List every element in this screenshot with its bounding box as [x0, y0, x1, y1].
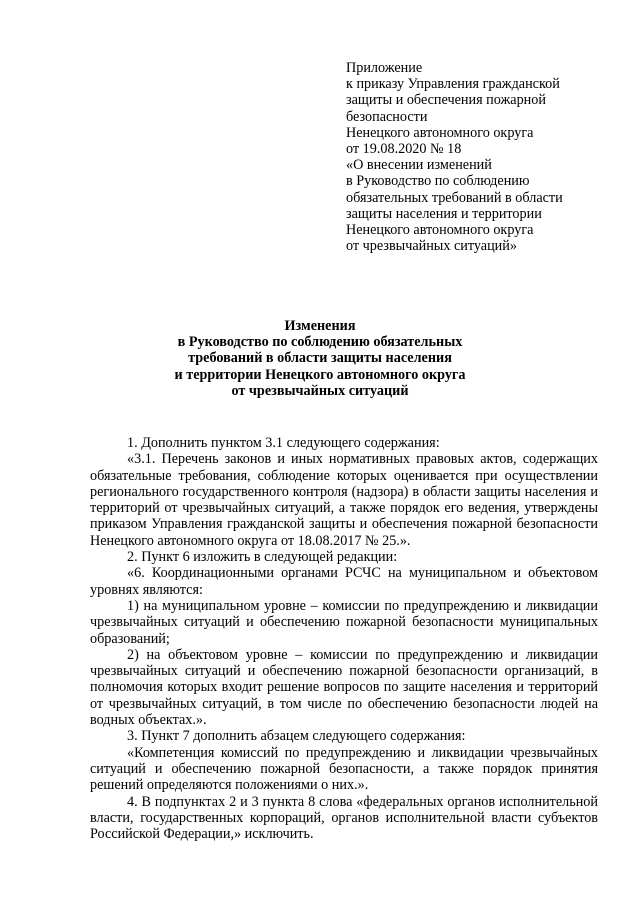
title-line: от чрезвычайных ситуаций [231, 382, 409, 399]
document-body [90, 435, 598, 842]
title-line: требований в области защиты населения [188, 350, 452, 367]
appendix-block [346, 60, 606, 254]
appendix-line: Ненецкого автономного округа [346, 124, 534, 141]
appendix-line: обязательных требований в области [346, 189, 563, 206]
paragraph-item-2: 2. Пункт 6 изложить в следующей редакции: [127, 549, 398, 566]
appendix-line: Приложение [346, 60, 423, 76]
paragraph-item-6-text: «6. Координационными органами РСЧС на муниципальном и объектовом уровнях являются: [90, 565, 598, 598]
appendix-line: от 19.08.2020 № 18 [346, 141, 462, 158]
appendix-line: к приказу Управления гражданской [346, 76, 560, 93]
paragraph-item-4: 4. В подпунктах 2 и 3 пункта 8 слова «федеральных органов исполнительной власти, государственных корпораций, органов исполнительной власти субъектов Российской Федерации,» исключить. [90, 793, 598, 843]
appendix-line: Ненецкого автономного округа [346, 222, 534, 239]
appendix-line: защиты населения и территории [346, 205, 542, 222]
appendix-line: защиты и обеспечения пожарной [346, 92, 546, 109]
paragraph-object-level: 2) на объектовом уровне – комиссии по предупреждению и ликвидации чрезвычайных ситуаций и обеспечению пожарной безопасности организаций, в полномочия которых входит решение вопросов по защите населения и территорий от чрезвычайных ситуаций, в том числе по обеспечению безопасности людей на водных объектах.». [90, 646, 598, 729]
paragraph-item-1: 1. Дополнить пунктом 3.1 следующего содержания: [127, 435, 440, 451]
paragraph-item-3-1-text: «3.1. Перечень законов и иных нормативных правовых актов, содержащих обязательные требования, соблюдение которых оценивается при осуществлении регионального государственного контроля (надзора) в области защиты населения и территорий от чрезвычайных ситуаций, а также порядок его ведения, утверждены приказом Управления гражданской защиты и обеспечения пожарной безопасности Ненецкого автономного округа от 18.08.2017 № 25.». [90, 451, 598, 549]
title-line: и территории Ненецкого автономного округа [174, 366, 466, 383]
appendix-line: в Руководство по соблюдению [346, 173, 530, 190]
paragraph-competence-text: «Компетенция комиссий по предупреждению и ликвидации чрезвычайных ситуаций и обеспечению пожарной безопасности, а также порядок принятия решений определяются положениями о них.». [90, 744, 598, 794]
title-line: Изменения [284, 318, 356, 334]
title-line: в Руководство по соблюдению обязательных [177, 334, 463, 351]
paragraph-municipal-level: 1) на муниципальном уровне – комиссии по предупреждению и ликвидации чрезвычайных ситуаций и обеспечению пожарной безопасности муниципальных образований; [90, 597, 598, 647]
appendix-line: от чрезвычайных ситуаций» [346, 238, 517, 255]
appendix-line: безопасности [346, 108, 428, 125]
document-title [90, 318, 550, 399]
paragraph-item-3: 3. Пункт 7 дополнить абзацем следующего содержания: [127, 728, 466, 745]
appendix-line: «О внесении изменений [346, 157, 492, 174]
